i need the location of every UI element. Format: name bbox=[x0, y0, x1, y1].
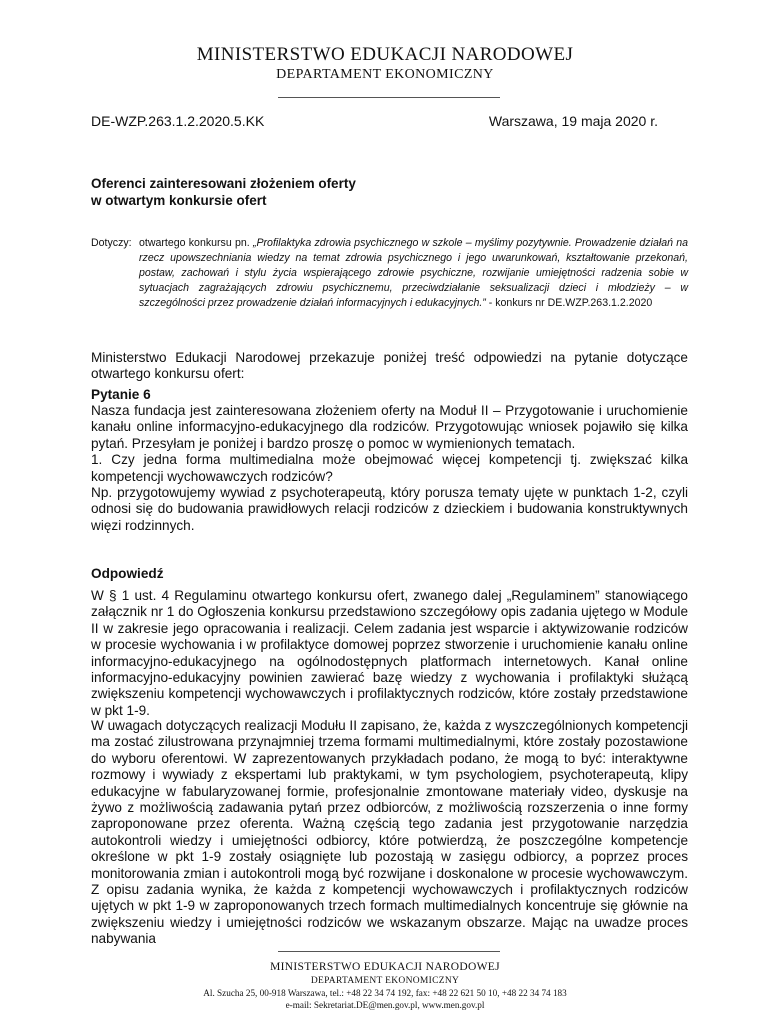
question-body bbox=[91, 403, 688, 534]
intro-paragraph: Ministerstwo Edukacji Narodowej przekazuje poniżej treść odpowiedzi na pytanie dotyczące otwartego konkursu ofert: bbox=[91, 350, 688, 382]
footer-address: Al. Szucha 25, 00-918 Warszawa, tel.: +48 22 34 74 192, fax: +48 22 621 50 10, +48 22 34 74 183 bbox=[203, 988, 567, 998]
answer-paragraph-2: W uwagach dotyczących realizacji Modułu II zapisano, że, każda z wyszczególnionych kompetencji ma zostać zilustrowana przynajmniej trzema formami multimedialnymi, które zostały pozostawione do wyboru oferentowi. W zaprezentowanych przykładach podano, że mogą to być: interaktywne rozmowy i wywiady z ekspertami lub praktykami, w tym psychologiem, psychoterapeutą, klipy edukacyjne w fabularyzowanej formie, profesjonalnie zmontowane materiały video, dyskusje na żywo z możliwością zadawania pytań przez odbiorców, z możliwością rozszerzenia o inne formy zaproponowane przez oferenta. Ważną częścią tego zadania jest przygotowanie narzędzia autokontroli wiedzy i umiejętności odbiorcy, które potwierdzą, że poszczególne kompetencje określone w pkt 1-9 zostały osiągnięte lub pozostają w zasięgu odbiorcy, a poprzez proces monitorowania zmian i autokontroli mogą być rozwijane i doskonalone w procesie wychowawczym. Z opisu zadania wynika, że każda z kompetencji wychowawczych i profilaktycznych rodziców ujętych w pkt 1-9 w zaproponowanych trzech formach multimedialnych koncentruje się głównie na zwiększeniu wiedzy i umiejętności rodziców we wskazanym obszarze. Mając na uwadze proces nabywania bbox=[91, 718, 688, 947]
concerning-text bbox=[139, 236, 688, 311]
answer-heading: Odpowiedź bbox=[91, 566, 164, 581]
letter-date: Warszawa, 19 maja 2020 r. bbox=[488, 113, 658, 129]
concerning-suffix: - konkurs nr DE.WZP.263.1.2.2020 bbox=[485, 297, 653, 309]
footer-divider bbox=[278, 951, 500, 952]
concerning-block bbox=[91, 236, 688, 311]
question-example: Np. przygotowujemy wywiad z psychoterapeutą, który porusza tematy ujęte w punktach 1-2, czyli odnosi się do budowania prawidłowych relacji rodziców z dzieckiem i budowania konstruktywnych więzi rodzinnych. bbox=[91, 485, 688, 533]
reference-number: DE-WZP.263.1.2.2020.5.KK bbox=[91, 113, 265, 129]
concerning-title: „Profilaktyka zdrowia psychicznego w szkole – myślimy pozytywnie. Prowadzenie działań na rzecz upowszechniania wiedzy na temat zdrowia psychicznego i jego uwarunkowań, kształtowanie przekonań, postaw, zachowań i stylu życia wspierającego zdrowie psychiczne, rozwijanie umiejętności radzenia sobie w sytuacjach zagrażających zdrowiu psychicznemu, przeciwdziałanie seksualizacji dzieci i młodzieży – w szczególności przez prowadzenie działań informacyjnych i edukacyjnych.” bbox=[139, 237, 688, 309]
footer-department: DEPARTAMENT EKONOMICZNY bbox=[310, 976, 460, 986]
header-divider bbox=[278, 97, 500, 98]
question-text: Nasza fundacja jest zainteresowana złożeniem oferty na Moduł II – Przygotowanie i uruchomienie kanału online informacyjno-edukacyjnego dla rodziców. Przygotowując wniosek pojawiło się kilka pytań. Przesyłam je poniżej i bardzo proszę o pomoc w wymienionych tematach. bbox=[91, 403, 688, 451]
concerning-label: Dotyczy: bbox=[91, 237, 132, 249]
footer-ministry: MINISTERSTWO EDUKACJI NARODOWEJ bbox=[270, 961, 500, 973]
header-ministry: MINISTERSTWO EDUKACJI NARODOWEJ bbox=[196, 44, 574, 65]
question-heading: Pytanie 6 bbox=[91, 387, 151, 402]
concerning-prefix: otwartego konkursu pn. bbox=[139, 237, 253, 249]
answer-paragraph-1: W § 1 ust. 4 Regulaminu otwartego konkursu ofert, zwanego dalej „Regulaminem” stanowiącego załącznik nr 1 do Ogłoszenia konkursu przedstawiono szczegółowy opis zadania ujętego w Module II w zakresie jego opracowania i realizacji. Celem zadania jest wsparcie i aktywizowanie rodziców w procesie wychowania i w profilaktyce domowej poprzez stworzenie i uruchomienie kanału online informacyjno-edukacyjnego na ogólnodostępnych platformach internetowych. Kanał online informacyjno-edukacyjny powinien zawierać bazę wiedzy z wychowania i profilaktyki służącą zwiększeniu kompetencji wychowawczych i profilaktycznych rodziców, które zostały przedstawione w pkt 1-9. bbox=[91, 588, 688, 718]
question-point: 1. Czy jedna forma multimedialna może obejmować więcej kompetencji tj. zwiększać kilka kompetencji wychowawczych rodziców? bbox=[91, 452, 688, 484]
footer-email: e-mail: Sekretariat.DE@men.gov.pl, www.men.gov.pl bbox=[285, 1000, 485, 1010]
addressee-line2: w otwartym konkursie ofert bbox=[91, 193, 267, 208]
addressee-line1: Oferenci zainteresowani złożeniem oferty bbox=[91, 176, 356, 191]
addressee bbox=[91, 175, 356, 209]
header-department: DEPARTAMENT EKONOMICZNY bbox=[276, 67, 494, 82]
